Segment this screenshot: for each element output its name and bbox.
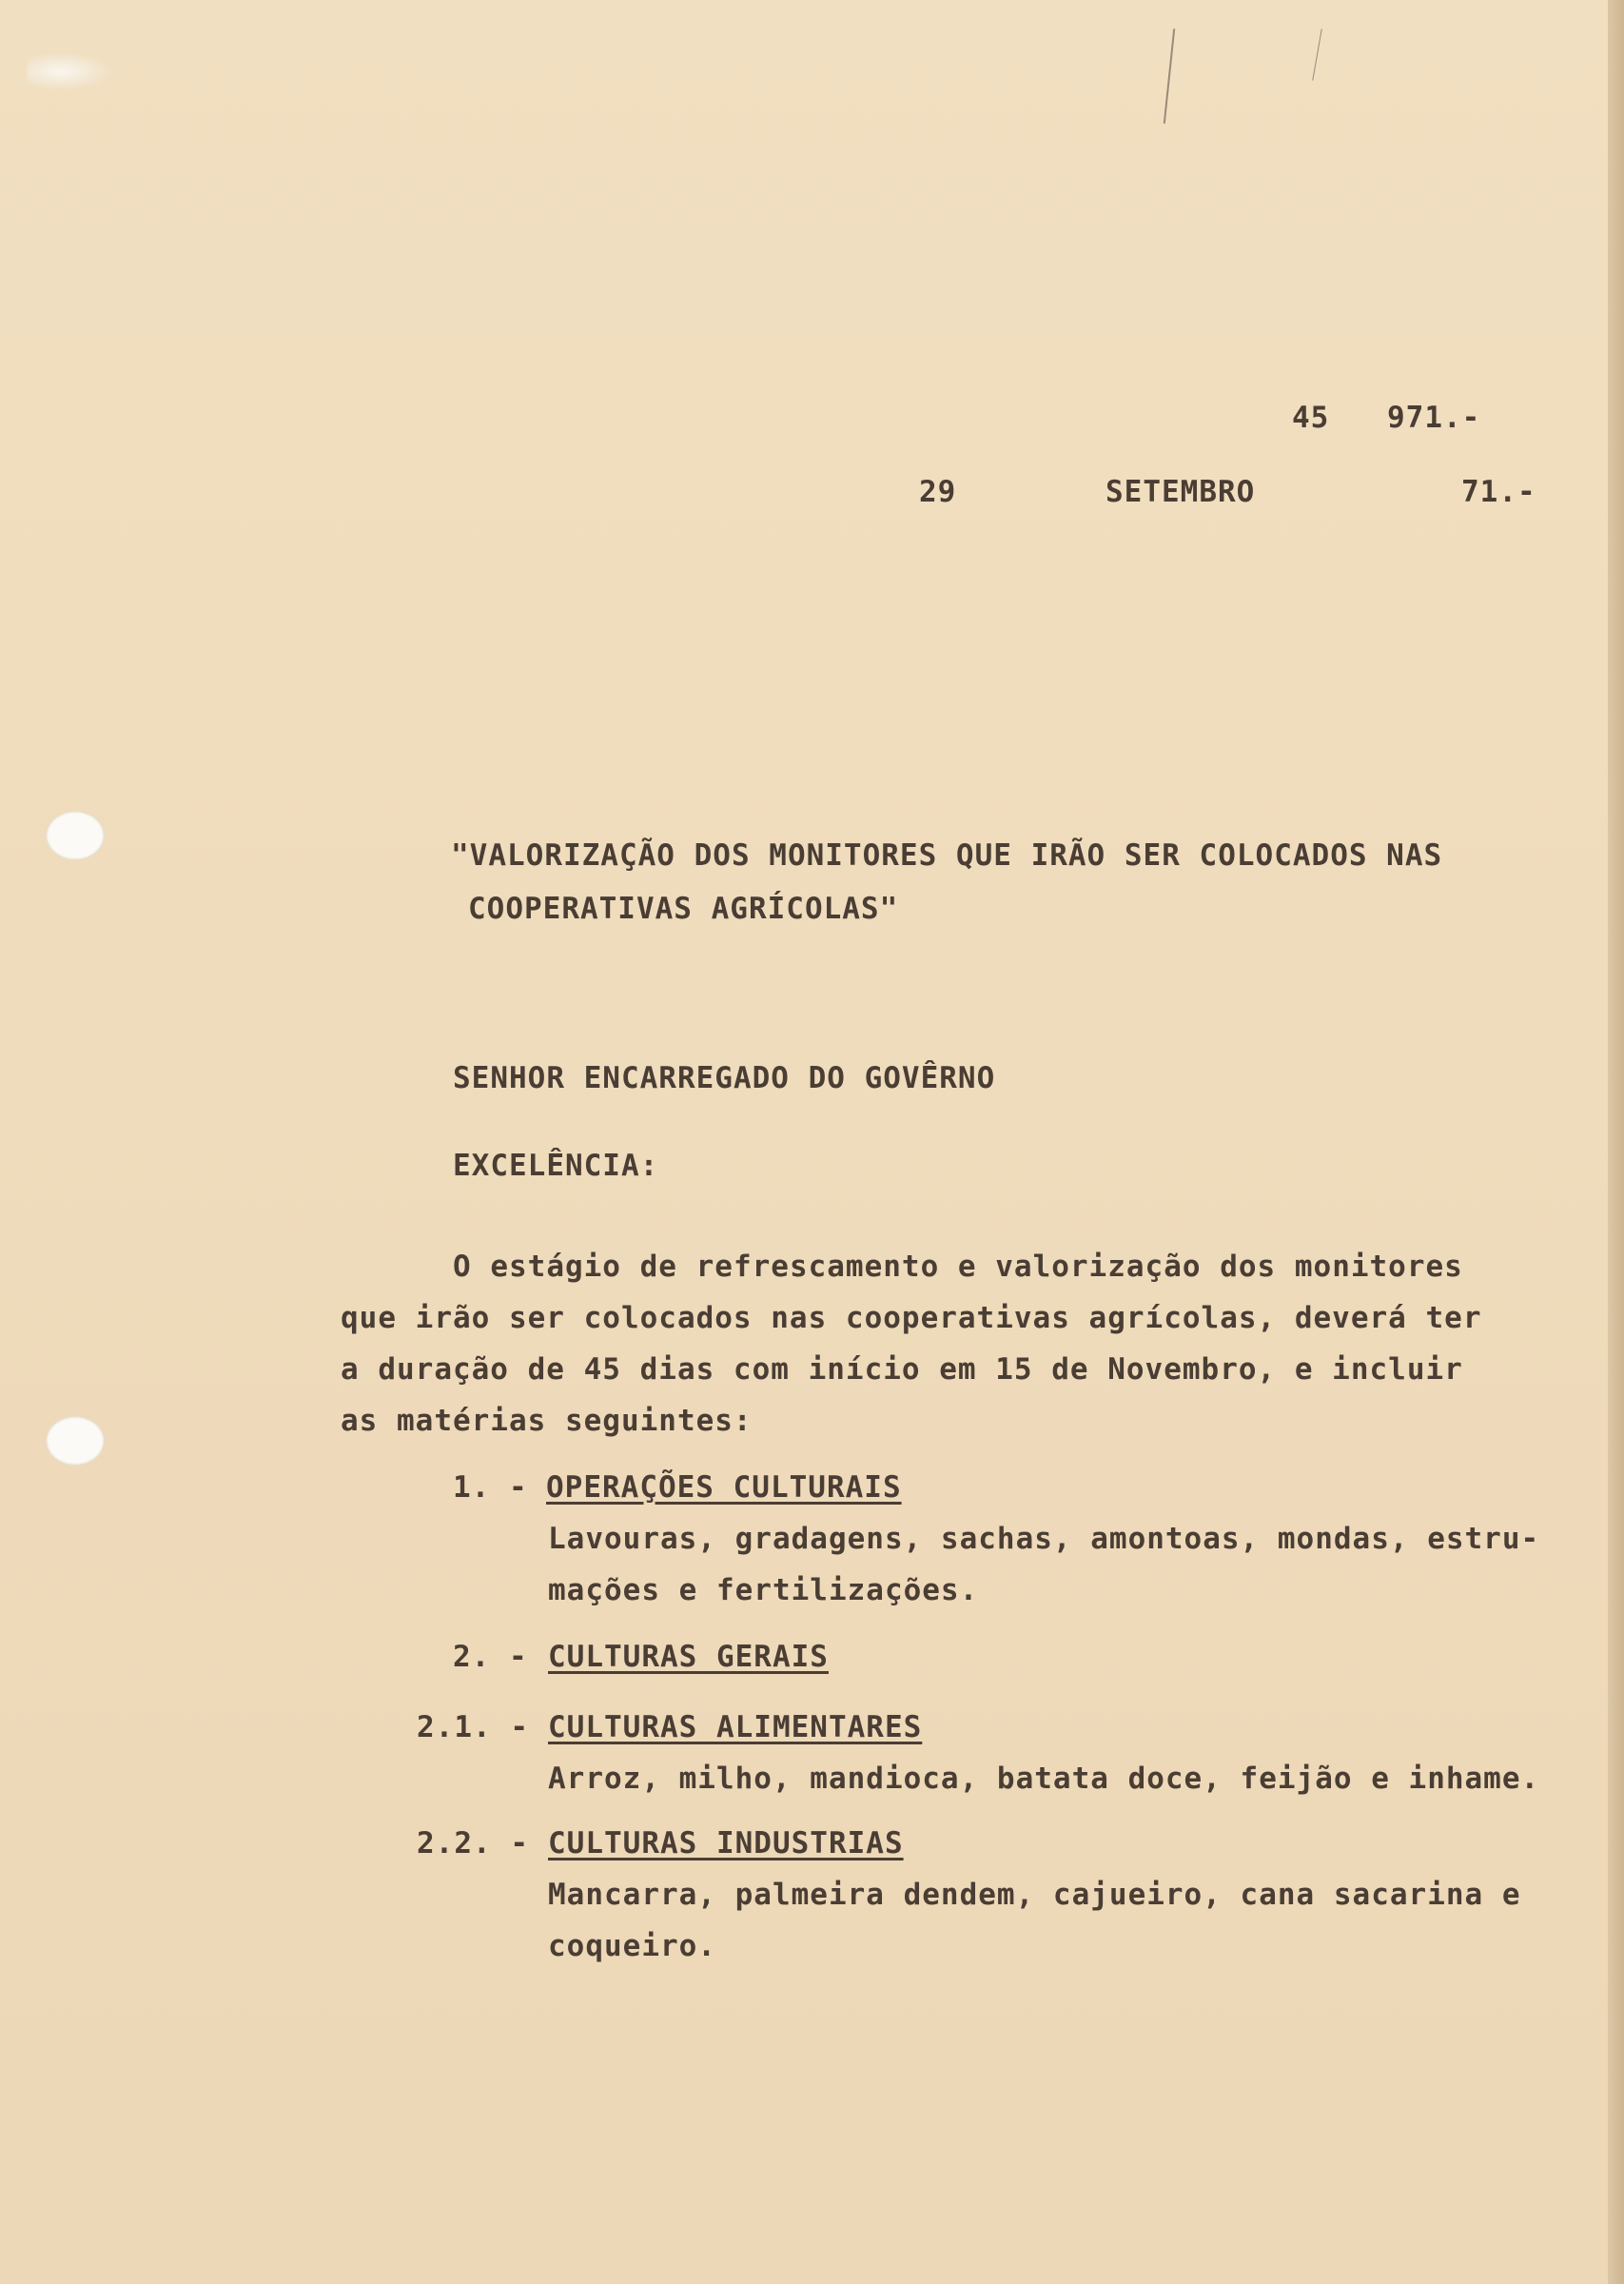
punch-hole-bottom — [46, 1416, 105, 1466]
subject-line-2: COOPERATIVAS AGRÍCOLAS" — [468, 892, 899, 926]
body-line: O estágio de refrescamento e valorização dos monitores — [453, 1250, 1463, 1284]
salutation: EXCELÊNCIA: — [453, 1149, 659, 1183]
body-line: a duração de 45 dias com início em 15 de Novembro, e incluir — [341, 1352, 1463, 1387]
date-year: 71.- — [1461, 475, 1536, 509]
item-title: CULTURAS ALIMENTARES — [548, 1710, 923, 1744]
item-number: 2.1. - — [417, 1710, 529, 1744]
item-text: Arroz, milho, mandioca, batata doce, feijão e inhame. — [548, 1762, 1540, 1796]
subject-line-1: "VALORIZAÇÃO DOS MONITORES QUE IRÃO SER COLOCADOS NAS — [451, 838, 1443, 873]
item-title: CULTURAS INDUSTRIAS — [548, 1826, 904, 1861]
paper-tear — [27, 52, 112, 90]
item-text: Mancarra, palmeira dendem, cajueiro, cana sacarina e — [548, 1878, 1521, 1912]
item-number: 2. - — [453, 1640, 528, 1674]
date-month: SETEMBRO — [1105, 475, 1256, 509]
item-title: CULTURAS GERAIS — [548, 1640, 829, 1674]
item-number: 2.2. - — [417, 1826, 529, 1861]
body-line: que irão ser colocados nas cooperativas agrícolas, deverá ter — [341, 1301, 1482, 1335]
item-title: OPERAÇÕES CULTURAIS — [546, 1470, 902, 1505]
reference-number-right: 971.- — [1387, 401, 1481, 435]
paper-edge — [1608, 0, 1624, 2284]
item-text: mações e fertilizações. — [548, 1573, 979, 1607]
item-number: 1. - — [453, 1470, 528, 1505]
item-text: Lavouras, gradagens, sachas, amontoas, mondas, estru- — [548, 1522, 1540, 1556]
item-text: coqueiro. — [548, 1929, 716, 1963]
addressee: SENHOR ENCARREGADO DO GOVÊRNO — [453, 1061, 996, 1095]
reference-number-left: 45 — [1292, 401, 1330, 435]
punch-hole-top — [46, 811, 105, 860]
body-line: as matérias seguintes: — [341, 1404, 753, 1438]
date-day: 29 — [919, 475, 957, 509]
